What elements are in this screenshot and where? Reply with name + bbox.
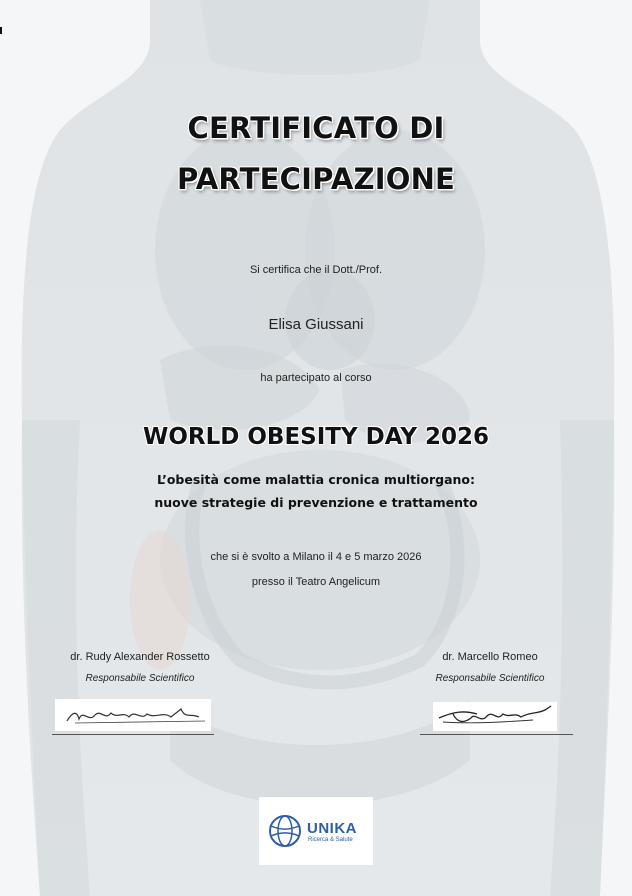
event-venue: presso il Teatro Angelicum — [251, 576, 381, 588]
certify-text: Si certifica che il Dott./Prof. — [249, 264, 383, 276]
corner-mark — [0, 27, 2, 34]
signer-name: dr. Rudy Alexander Rossetto — [70, 651, 210, 663]
logo-name: UNIKA — [307, 820, 357, 837]
globe-icon — [268, 814, 302, 848]
signature-block-right — [390, 651, 590, 684]
signature-block-left — [40, 651, 240, 684]
signer-role: Responsabile Scientifico — [435, 673, 545, 684]
participant-name: Elisa Giussani — [268, 316, 364, 333]
event-subtitle-line1: L’obesità come malattia cronica multiorgano: — [156, 472, 476, 487]
handwritten-signature-icon — [55, 699, 211, 731]
handwritten-signature-icon — [433, 702, 557, 731]
signer-role: Responsabile Scientifico — [85, 673, 195, 684]
event-date: che si è svolto a Milano il 4 e 5 marzo 2026 — [210, 551, 422, 563]
unika-logo — [259, 797, 373, 865]
signature-image-right — [433, 702, 557, 731]
certificate-title-line2: PARTECIPAZIONE — [176, 162, 456, 196]
event-title: WORLD OBESITY DAY 2026 — [142, 424, 490, 450]
participated-text: ha partecipato al corso — [260, 372, 372, 384]
signature-image-left — [55, 699, 211, 731]
certificate-title-line1: CERTIFICATO DI — [187, 111, 445, 145]
signature-line-left — [52, 734, 214, 735]
signature-line-right — [420, 734, 573, 735]
event-subtitle-line2: nuove strategie di prevenzione e trattamento — [154, 495, 478, 510]
logo-tagline: Ricerca & Salute — [308, 837, 353, 843]
signer-name: dr. Marcello Romeo — [442, 651, 538, 663]
